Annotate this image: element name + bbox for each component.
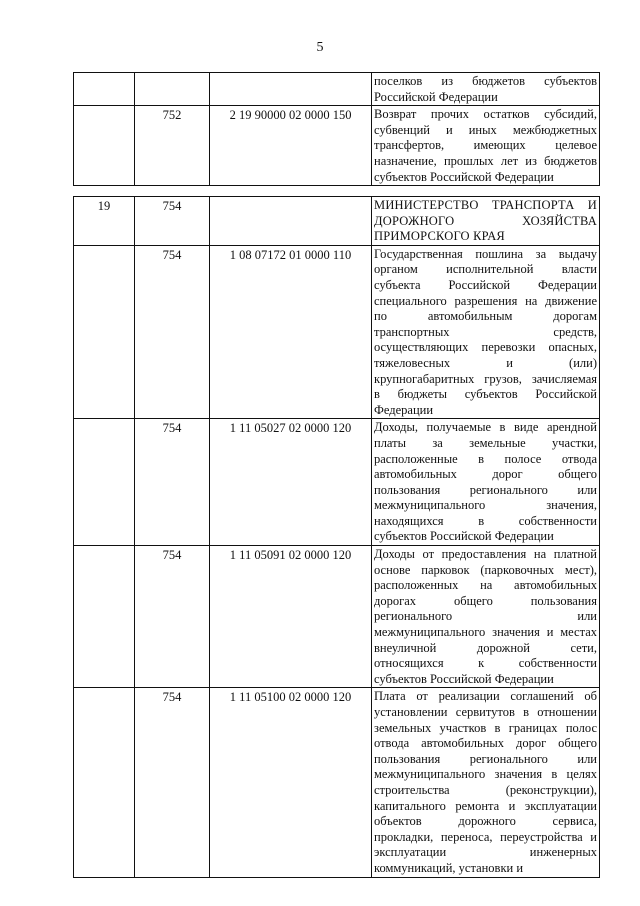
description-line: Возврат прочих остатков субсидий,	[374, 107, 597, 122]
description-line: Доходы от предоставления на платной	[374, 547, 597, 562]
table-row	[74, 197, 600, 246]
admin-code: 754	[135, 419, 210, 546]
description-line: ДОРОЖНОГО ХОЗЯЙСТВА	[374, 213, 597, 228]
revenue-description	[372, 419, 600, 546]
table-row	[74, 419, 600, 546]
row-number	[74, 106, 135, 186]
description-line: расположенных на автомобильных	[374, 578, 597, 593]
admin-code: 752	[135, 106, 210, 186]
description-line: назначение, прошлых лет из бюджетов	[374, 153, 597, 168]
description-line: автомобильных дорог общего	[374, 467, 597, 482]
row-number	[74, 688, 135, 877]
budget-classification-code: 1 11 05091 02 0000 120	[210, 546, 372, 688]
admin-code: 754	[135, 688, 210, 877]
admin-code: 754	[135, 245, 210, 419]
description-line: в бюджеты субъектов Российской	[374, 387, 597, 402]
admin-code	[135, 73, 210, 106]
description-line: Федерации	[374, 402, 434, 417]
revenue-description	[372, 245, 600, 419]
description-line: субъектов Российской Федерации	[374, 671, 554, 686]
revenue-description	[372, 73, 600, 106]
table-row	[74, 106, 600, 186]
description-line: расположенные в полосе отвода	[374, 451, 597, 466]
budget-classification-code: 1 11 05100 02 0000 120	[210, 688, 372, 877]
table-row	[74, 245, 600, 419]
description-line: эксплуатации инженерных	[374, 845, 597, 860]
description-line: трансфертов, имеющих целевое	[374, 138, 597, 153]
description-line: прокладки, переноса, переустройства и	[374, 829, 597, 844]
description-line: земельных участков в границах полос	[374, 720, 597, 735]
description-line: дорогах общего пользования	[374, 593, 597, 608]
description-line: отвода автомобильных дорог общего	[374, 736, 597, 751]
description-line: коммуникаций, установки и	[374, 860, 524, 875]
row-number: 19	[74, 197, 135, 246]
description-line: находящихся в собственности	[374, 513, 597, 528]
description-line: транспортных средств,	[374, 324, 597, 339]
description-line: поселков из бюджетов субъектов	[374, 74, 597, 88]
description-line: субъекта Российской Федерации	[374, 277, 597, 292]
row-number	[74, 419, 135, 546]
table-row	[74, 73, 600, 106]
revenue-description	[372, 197, 600, 246]
revenue-description	[372, 688, 600, 877]
description-line: пользования регионального или	[374, 751, 597, 766]
budget-table-ministry	[73, 196, 600, 878]
description-line: межмуниципального значения,	[374, 498, 597, 513]
description-line: Плата от реализации соглашений об	[374, 689, 597, 704]
description-line: капитального ремонта и эксплуатации	[374, 798, 597, 813]
description-line: субъектов Российской Федерации	[374, 529, 554, 544]
revenue-description	[372, 546, 600, 688]
revenue-description	[372, 106, 600, 186]
admin-code: 754	[135, 546, 210, 688]
row-number	[74, 546, 135, 688]
description-line: объектов дорожного сервиса,	[374, 814, 597, 829]
description-line: платы за земельные участки,	[374, 435, 597, 450]
description-line: органом исполнительной власти	[374, 262, 597, 277]
description-line: осуществляющих перевозки опасных,	[374, 340, 597, 355]
budget-classification-code	[210, 197, 372, 246]
description-line: по автомобильным дорогам	[374, 309, 597, 324]
description-line: крупногабаритных грузов, зачисляемая	[374, 371, 597, 386]
row-number	[74, 73, 135, 106]
budget-classification-code	[210, 73, 372, 106]
description-line: тяжеловесных и (или)	[374, 355, 597, 370]
table-row	[74, 546, 600, 688]
description-line: Доходы, получаемые в виде арендной	[374, 420, 597, 435]
budget-classification-code: 1 11 05027 02 0000 120	[210, 419, 372, 546]
description-line: субъектов Российской Федерации	[374, 169, 554, 184]
description-line: Государственная пошлина за выдачу	[374, 246, 597, 261]
description-line: регионального или	[374, 609, 597, 624]
description-line: относящихся к собственности	[374, 656, 597, 671]
description-line: строительства (реконструкции),	[374, 782, 597, 797]
description-line: субвенций и иных межбюджетных	[374, 122, 597, 137]
description-line: специального разрешения на движение	[374, 293, 597, 308]
description-line: Российской Федерации	[374, 89, 498, 104]
budget-classification-code: 2 19 90000 02 0000 150	[210, 106, 372, 186]
description-line: межмуниципального значения и местах	[374, 625, 597, 640]
description-line: установлении сервитутов в отношении	[374, 705, 597, 719]
description-line: внеуличной дорожной сети,	[374, 640, 597, 655]
budget-classification-code: 1 08 07172 01 0000 110	[210, 245, 372, 419]
description-line: пользования регионального или	[374, 482, 597, 497]
description-line: ПРИМОРСКОГО КРАЯ	[374, 229, 505, 244]
table-row	[74, 688, 600, 877]
description-line: МИНИСТЕРСТВО ТРАНСПОРТА И	[374, 198, 597, 212]
page-number: 5	[316, 40, 324, 55]
admin-code: 754	[135, 197, 210, 246]
budget-table-continued	[73, 72, 600, 186]
row-number	[74, 245, 135, 419]
description-line: основе парковок (парковочных мест),	[374, 562, 597, 577]
description-line: межмуниципального значения в целях	[374, 767, 597, 782]
